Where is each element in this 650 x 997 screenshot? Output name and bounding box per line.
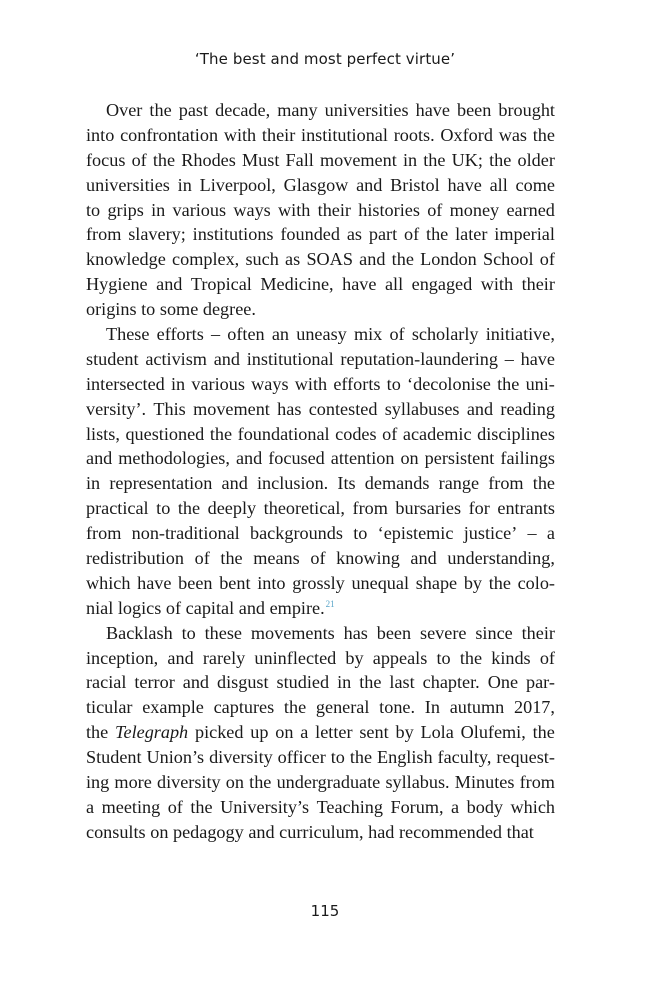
- text-line: nial logics of capital and empire.$^{21}$: [86, 597, 335, 618]
- text-line: knowledge complex, such as SOAS and the London School of: [86, 249, 555, 270]
- text-line: consults on pedagogy and curriculum, had recommended that: [86, 821, 534, 842]
- paragraph: [86, 621, 555, 845]
- text-line: Student Union’s diversity officer to the English faculty, request-: [86, 747, 555, 768]
- text-line: Over the past decade, many universities have been brought: [106, 100, 555, 120]
- text-line: racial terror and disgust studied in the last chapter. One par-: [86, 672, 555, 693]
- text-line: origins to some degree.: [86, 299, 256, 320]
- page-number: 115: [310, 902, 340, 920]
- text-line: lists, questioned the foundational codes of academic disciplines: [86, 423, 555, 444]
- text-line: versity’. This movement has contested syllabuses and reading: [86, 398, 555, 419]
- text-line: redistribution of the means of knowing and understanding,: [86, 548, 555, 569]
- text-line: student activism and institutional reputation-laundering – have: [86, 348, 555, 369]
- text-line: which have been bent into grossly unequal shape by the colo-: [86, 572, 555, 593]
- text-line: inception, and rarely uninflected by appeals to the kinds of: [86, 647, 555, 668]
- text-line: from slavery; institutions founded as part of the later imperial: [86, 224, 555, 245]
- paragraph: [86, 98, 555, 322]
- text-line: the Telegraph picked up on a letter sent by Lola Olufemi, the: [86, 722, 555, 743]
- text-line: ticular example captures the general tone. In autumn 2017,: [86, 697, 555, 718]
- footnote-reference[interactable]: 21: [325, 598, 335, 609]
- text-line: Backlash to these movements has been severe since their: [106, 622, 555, 643]
- text-line: Hygiene and Tropical Medicine, have all engaged with their: [86, 274, 555, 295]
- text-line: universities in Liverpool, Glasgow and Bristol have all come: [86, 174, 555, 195]
- text-line: into confrontation with their institutional roots. Oxford was the: [86, 124, 555, 145]
- text-line: intersected in various ways with efforts to ‘decolonise the uni-: [86, 373, 555, 394]
- text-line: focus of the Rhodes Must Fall movement in the UK; the older: [86, 149, 555, 170]
- text-line: ing more diversity on the undergraduate syllabus. Minutes from: [86, 772, 555, 793]
- paragraph: [86, 322, 555, 621]
- body-text: [86, 98, 555, 845]
- text-line: a meeting of the University’s Teaching Forum, a body which: [86, 796, 555, 817]
- text-line: practical to the deeply theoretical, from bursaries for entrants: [86, 498, 555, 519]
- text-line: These efforts – often an uneasy mix of scholarly initiative,: [106, 324, 555, 345]
- text-line: and methodologies, and focused attention on persistent failings: [86, 448, 555, 469]
- text-line: in representation and inclusion. Its demands range from the: [86, 473, 555, 494]
- running-head: ‘The best and most perfect virtue’: [194, 50, 456, 68]
- text-line: to grips in various ways with their histories of money earned: [86, 199, 555, 220]
- text-line: from non-traditional backgrounds to ‘epistemic justice’ – a: [86, 523, 555, 544]
